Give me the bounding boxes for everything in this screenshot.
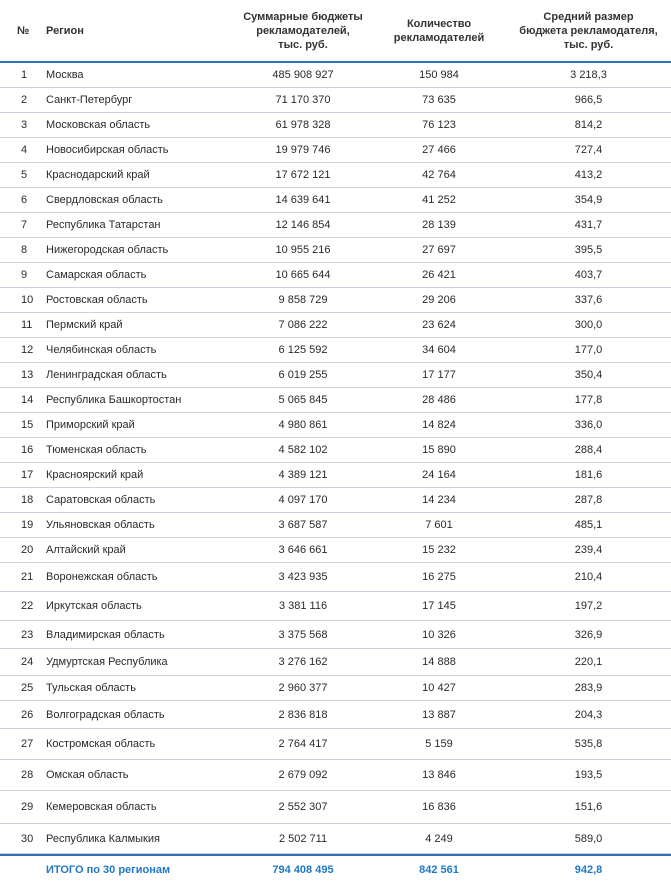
row-region: Ульяновская область	[46, 519, 155, 531]
row-average-budget: 814,2	[574, 119, 603, 131]
row-number: 8	[21, 244, 28, 256]
row-advertiser-count: 13 846	[422, 769, 456, 781]
row-average-budget: 485,1	[574, 519, 603, 531]
row-number: 14	[21, 394, 34, 406]
row-average-budget: 177,0	[574, 344, 603, 356]
row-region: Красноярский край	[46, 469, 144, 481]
row-region: Новосибирская область	[46, 144, 169, 156]
row-advertiser-count: 17 177	[422, 369, 456, 381]
row-advertiser-count: 10 427	[422, 682, 456, 694]
row-advertiser-count: 42 764	[422, 169, 456, 181]
row-number: 23	[21, 628, 34, 641]
row-average-budget: 181,6	[574, 469, 603, 481]
table-row	[0, 676, 671, 701]
row-number: 19	[21, 519, 34, 531]
row-region: Республика Калмыкия	[46, 832, 160, 845]
total-budget: 794 408 495	[272, 863, 334, 876]
row-average-budget: 403,7	[574, 269, 603, 281]
row-advertiser-count: 41 252	[422, 194, 456, 206]
total-row	[0, 854, 671, 883]
row-number: 7	[21, 219, 28, 231]
table-row	[0, 701, 671, 729]
header-average-budget: Средний размер бюджета рекламодателя, тыс. руб.	[519, 10, 658, 51]
row-number: 11	[21, 319, 33, 331]
row-region: Нижегородская область	[46, 244, 169, 256]
table-row	[0, 113, 671, 138]
header-number: №	[17, 24, 30, 37]
row-budget: 6 125 592	[278, 344, 328, 356]
row-region: Челябинская область	[46, 344, 157, 356]
total-advertiser-count: 842 561	[419, 863, 459, 876]
row-number: 24	[21, 656, 34, 668]
table-row	[0, 592, 671, 621]
row-region: Саратовская область	[46, 494, 156, 506]
header-budget: Суммарные бюджеты рекламодателей, тыс. руб.	[243, 10, 363, 51]
row-number: 2	[21, 94, 28, 106]
row-average-budget: 288,4	[574, 444, 603, 456]
row-budget: 10 955 216	[275, 244, 331, 256]
row-budget: 2 960 377	[278, 682, 328, 694]
table-row	[0, 463, 671, 488]
table-row	[0, 729, 671, 760]
table-row	[0, 238, 671, 263]
table-row	[0, 824, 671, 854]
row-advertiser-count: 5 159	[425, 738, 453, 750]
table-row	[0, 213, 671, 238]
row-budget: 3 646 661	[278, 544, 328, 556]
row-number: 5	[21, 169, 28, 181]
row-advertiser-count: 16 275	[422, 571, 456, 583]
row-number: 12	[21, 344, 34, 356]
row-region: Пермский край	[46, 319, 123, 331]
row-advertiser-count: 14 824	[422, 419, 456, 431]
row-average-budget: 350,4	[574, 369, 603, 381]
row-region: Удмуртская Республика	[46, 656, 168, 668]
row-region: Алтайский край	[46, 544, 126, 556]
row-region: Республика Татарстан	[46, 219, 161, 231]
row-budget: 71 170 370	[275, 94, 331, 106]
row-region: Тюменская область	[46, 444, 147, 456]
row-budget: 17 672 121	[275, 169, 331, 181]
row-budget: 3 276 162	[278, 656, 328, 668]
row-advertiser-count: 16 836	[422, 801, 456, 813]
row-number: 3	[21, 119, 28, 131]
row-region: Приморский край	[46, 419, 135, 431]
row-advertiser-count: 27 697	[422, 244, 456, 256]
row-average-budget: 337,6	[574, 294, 603, 306]
row-advertiser-count: 15 890	[422, 444, 456, 456]
row-region: Омская область	[46, 769, 129, 781]
row-budget: 2 552 307	[278, 801, 328, 813]
table-row	[0, 138, 671, 163]
row-budget: 14 639 641	[275, 194, 331, 206]
row-budget: 3 381 116	[278, 600, 328, 612]
row-advertiser-count: 26 421	[422, 269, 456, 281]
table-row	[0, 649, 671, 676]
row-number: 4	[21, 144, 28, 156]
row-region: Москва	[46, 69, 84, 81]
row-number: 17	[21, 469, 34, 481]
row-average-budget: 413,2	[574, 169, 603, 181]
row-number: 22	[21, 600, 34, 612]
row-advertiser-count: 14 888	[422, 656, 456, 668]
row-average-budget: 326,9	[574, 628, 603, 641]
row-number: 16	[21, 444, 34, 456]
row-average-budget: 589,0	[574, 832, 603, 845]
row-budget: 4 582 102	[278, 444, 328, 456]
row-average-budget: 151,6	[574, 801, 603, 813]
table-row	[0, 288, 671, 313]
row-budget: 9 858 729	[278, 294, 328, 306]
row-average-budget: 210,4	[574, 571, 603, 583]
row-advertiser-count: 24 164	[422, 469, 456, 481]
table-row	[0, 488, 671, 513]
row-budget: 485 908 927	[272, 69, 334, 81]
row-budget: 19 979 746	[275, 144, 331, 156]
row-number: 30	[21, 832, 34, 845]
row-average-budget: 300,0	[574, 319, 603, 331]
row-average-budget: 177,8	[574, 394, 603, 406]
row-number: 15	[21, 419, 34, 431]
row-number: 10	[21, 294, 34, 306]
row-advertiser-count: 17 145	[422, 600, 456, 612]
row-region: Воронежская область	[46, 571, 158, 583]
row-number: 26	[21, 708, 34, 721]
row-average-budget: 197,2	[574, 600, 603, 612]
table-row	[0, 63, 671, 88]
table-row	[0, 413, 671, 438]
row-region: Республика Башкортостан	[46, 394, 182, 406]
row-advertiser-count: 7 601	[425, 519, 453, 531]
row-budget: 2 679 092	[278, 769, 328, 781]
table-row	[0, 163, 671, 188]
row-advertiser-count: 150 984	[419, 69, 459, 81]
row-region: Санкт-Петербург	[46, 94, 133, 106]
row-region: Волгоградская область	[46, 708, 165, 721]
table-row	[0, 513, 671, 538]
row-average-budget: 535,8	[574, 738, 603, 750]
row-number: 21	[21, 571, 34, 583]
row-number: 20	[21, 544, 34, 556]
row-budget: 4 389 121	[278, 469, 328, 481]
table-row	[0, 438, 671, 463]
row-region: Московская область	[46, 119, 151, 131]
row-region: Кемеровская область	[46, 801, 157, 813]
row-number: 28	[21, 769, 34, 781]
row-budget: 4 980 861	[278, 419, 328, 431]
table-row	[0, 188, 671, 213]
row-advertiser-count: 4 249	[425, 832, 453, 845]
row-budget: 2 836 818	[278, 708, 328, 721]
table-row	[0, 388, 671, 413]
row-region: Ростовская область	[46, 294, 148, 306]
header-region: Регион	[46, 24, 84, 37]
row-region: Тульская область	[46, 682, 136, 694]
table-row	[0, 338, 671, 363]
table-row	[0, 621, 671, 649]
row-average-budget: 336,0	[574, 419, 603, 431]
row-average-budget: 204,3	[574, 708, 603, 721]
total-label: ИТОГО по 30 регионам	[46, 863, 171, 876]
row-budget: 3 423 935	[278, 571, 328, 583]
row-region: Краснодарский край	[46, 169, 150, 181]
row-region: Свердловская область	[46, 194, 163, 206]
row-region: Иркутская область	[46, 600, 142, 612]
row-budget: 3 687 587	[278, 519, 328, 531]
row-advertiser-count: 76 123	[422, 119, 456, 131]
row-region: Самарская область	[46, 269, 147, 281]
table-row	[0, 538, 671, 563]
table-row	[0, 363, 671, 388]
header-advertiser-count: Количество рекламодателей	[393, 17, 485, 44]
row-number: 25	[21, 682, 34, 694]
row-advertiser-count: 29 206	[422, 294, 456, 306]
row-advertiser-count: 28 486	[422, 394, 456, 406]
table-row	[0, 263, 671, 288]
row-advertiser-count: 13 887	[422, 708, 456, 721]
row-number: 18	[21, 494, 34, 506]
row-advertiser-count: 10 326	[422, 628, 456, 641]
row-average-budget: 966,5	[574, 94, 603, 106]
total-average-budget: 942,8	[574, 863, 603, 876]
row-number: 6	[21, 194, 28, 206]
row-average-budget: 3 218,3	[570, 69, 607, 81]
table-row	[0, 791, 671, 824]
row-budget: 5 065 845	[278, 394, 328, 406]
table-header	[0, 0, 671, 63]
row-number: 13	[21, 369, 34, 381]
table-row	[0, 563, 671, 592]
row-region: Костромская область	[46, 738, 156, 750]
row-budget: 10 665 644	[275, 269, 331, 281]
row-budget: 3 375 568	[278, 628, 328, 641]
row-average-budget: 727,4	[574, 144, 603, 156]
table-row	[0, 88, 671, 113]
row-region: Ленинградская область	[46, 369, 167, 381]
row-average-budget: 220,1	[574, 656, 603, 668]
table-row	[0, 760, 671, 791]
row-advertiser-count: 23 624	[422, 319, 456, 331]
row-number: 29	[21, 801, 34, 813]
table-body	[0, 63, 671, 854]
row-average-budget: 354,9	[574, 194, 603, 206]
row-budget: 2 502 711	[278, 832, 328, 845]
row-budget: 12 146 854	[275, 219, 331, 231]
row-budget: 2 764 417	[278, 738, 328, 750]
row-average-budget: 395,5	[574, 244, 603, 256]
row-advertiser-count: 73 635	[422, 94, 456, 106]
row-budget: 6 019 255	[278, 369, 328, 381]
row-average-budget: 283,9	[574, 682, 603, 694]
row-number: 9	[21, 269, 28, 281]
row-budget: 61 978 328	[275, 119, 331, 131]
row-number: 1	[21, 69, 28, 81]
row-advertiser-count: 27 466	[422, 144, 456, 156]
row-advertiser-count: 28 139	[422, 219, 456, 231]
row-average-budget: 431,7	[574, 219, 603, 231]
row-number: 27	[21, 738, 34, 750]
row-advertiser-count: 15 232	[422, 544, 456, 556]
row-average-budget: 193,5	[574, 769, 603, 781]
row-budget: 4 097 170	[278, 494, 328, 506]
row-region: Владимирская область	[46, 628, 165, 641]
row-average-budget: 287,8	[574, 494, 603, 506]
table-row	[0, 313, 671, 338]
row-budget: 7 086 222	[278, 319, 328, 331]
row-average-budget: 239,4	[574, 544, 603, 556]
row-advertiser-count: 34 604	[422, 344, 456, 356]
row-advertiser-count: 14 234	[422, 494, 456, 506]
